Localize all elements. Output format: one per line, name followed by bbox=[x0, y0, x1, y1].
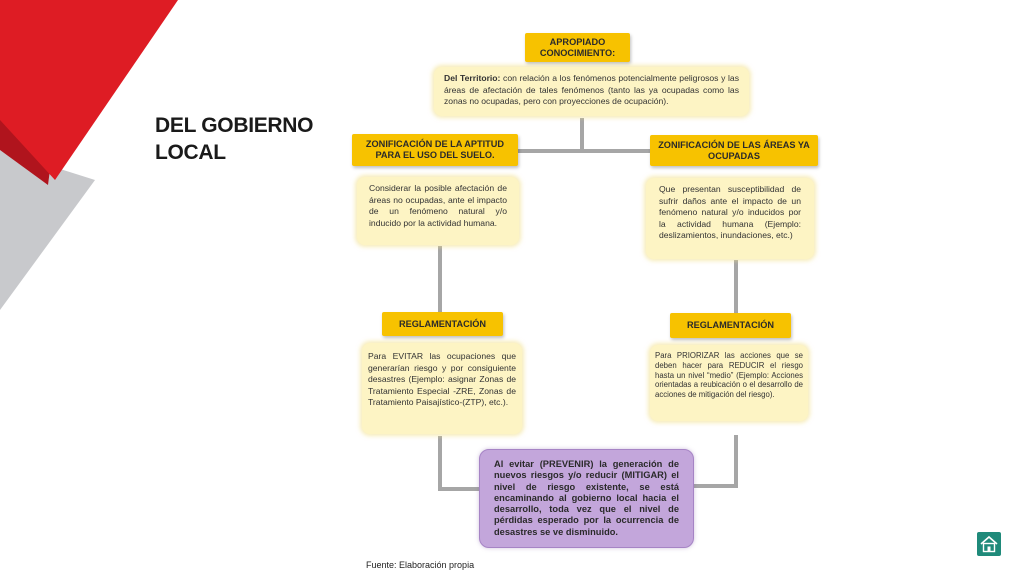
header-reglamentacion-left-text: REGLAMENTACIÓN bbox=[398, 318, 487, 329]
note-reglamentacion-right-text: Para PRIORIZAR las acciones que se deben hacer para REDUCIR el riesgo hasta un nivel “medio” (Ejemplo: Acciones orientadas a reubicación o el desarrollo de acciones de mitigación del riesgo). bbox=[655, 351, 803, 400]
header-reglamentacion-left bbox=[382, 312, 503, 336]
connector bbox=[694, 435, 736, 486]
header-apropiado-text: APROPIADO CONOCIMIENTO: bbox=[539, 36, 616, 58]
note-ocupadas bbox=[646, 178, 814, 259]
note-territorio-text: con relación a los fenómenos potencialmente peligrosos y las áreas de afectación de tales fenómenos (tanto las ya ocupadas como las zonas no ocupadas, pero con proyecciones de ocupación). bbox=[444, 73, 739, 107]
note-reglamentacion-right bbox=[650, 345, 808, 421]
home-button[interactable] bbox=[977, 532, 1001, 556]
header-zonificacion-aptitud bbox=[352, 134, 518, 166]
header-reglamentacion-right bbox=[670, 313, 791, 338]
source-caption: Fuente: Elaboración propia bbox=[366, 560, 475, 570]
note-territorio bbox=[434, 67, 749, 116]
result-text: Al evitar (PREVENIR) la generación de nuevos riesgos y/o reducir (MITIGAR) el nivel de riesgo existente, se está encaminando al gobierno local hacia el desarrollo, toda vez que el nivel de pérdidas esperado por la ocurrencia de desastres se ve disminuido. bbox=[494, 459, 679, 537]
header-reglamentacion-right-text: REGLAMENTACIÓN bbox=[686, 320, 775, 330]
result-box bbox=[479, 449, 694, 548]
header-zonificacion-aptitud-text: ZONIFICACIÓN DE LA APTITUD PARA EL USO DEL SUELO. bbox=[365, 139, 505, 160]
connector bbox=[440, 436, 479, 489]
note-aptitud bbox=[357, 177, 519, 245]
note-territorio-label: Del Territorio: bbox=[444, 73, 501, 83]
header-zonificacion-ocupadas bbox=[650, 135, 818, 166]
header-zonificacion-ocupadas-text: ZONIFICACIÓN DE LAS ÁREAS YA OCUPADAS bbox=[658, 139, 810, 161]
note-aptitud-text: Considerar la posible afectación de áreas no ocupadas, ante el impacto de un fenómeno natural y/o inducido por la actividad humana. bbox=[369, 183, 507, 228]
header-apropiado-conocimiento bbox=[525, 33, 630, 62]
title-line-1: DEL GOBIERNO bbox=[155, 114, 314, 137]
title-line-2: LOCAL bbox=[155, 141, 226, 164]
note-ocupadas-text: Que presentan susceptibilidad de sufrir daños ante el impacto de un fenómeno natural y/o inducidos por la actividad humana (Ejemplo: deslizamientos, inundaciones, etc.) bbox=[659, 184, 801, 241]
home-icon bbox=[979, 535, 999, 553]
note-reglamentacion-left bbox=[362, 343, 522, 434]
page-title bbox=[155, 112, 355, 166]
note-reglamentacion-left-text: Para EVITAR las ocupaciones que generarían riesgo y por consiguiente desastres (Ejemplo: asignar Zonas de Tratamiento Especial -ZRE, Zonas de Tratamiento Paisajístico-(ZTP), etc.). bbox=[368, 351, 516, 408]
